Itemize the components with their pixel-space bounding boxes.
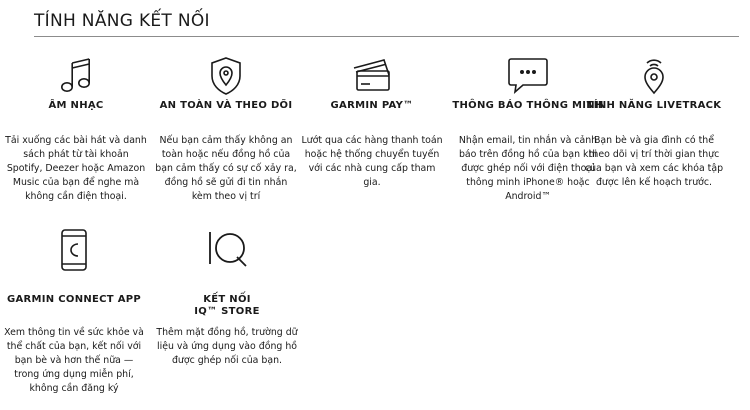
livetrack-pin-icon [637, 56, 671, 96]
feature-name: THÔNG BÁO THÔNG MINH [452, 100, 604, 111]
feature-description: Thêm mặt đồng hồ, trường dữ liệu và ứng dụng vào đồng hồ được ghép nối của bạn. [156, 327, 298, 366]
feature-name [150, 294, 304, 318]
section-title: TÍNH NĂNG KẾT NỐI [34, 11, 210, 31]
feature-name-line2: IQ™ STORE [194, 306, 260, 317]
chat-bubble-icon [506, 56, 550, 96]
feature-name: GARMIN CONNECT APP [6, 294, 142, 305]
feature-name-line1: KẾT NỐI [203, 294, 251, 305]
feature-description: Nhận email, tin nhắn và cảnh báo trên đồng hồ của bạn khi được ghép nối với điện thoại thông minh iPhone® hoặc Android™ [458, 135, 598, 202]
feature-name: ÂM NHẠC [48, 100, 104, 111]
garmin-connect-phone-icon [58, 228, 90, 272]
payment-cards-icon [350, 56, 394, 92]
feature-name: GARMIN PAY™ [330, 100, 414, 111]
feature-description: Lướt qua các hàng thanh toán hoặc hệ thống chuyển tuyến với các nhà cung cấp tham gia. [301, 135, 443, 188]
feature-description: Bạn bè và gia đình có thể theo dõi vị trí thời gian thực của bạn và xem các khóa tập được lên kế hoạch trước. [584, 135, 724, 188]
feature-description: Xem thông tin về sức khỏe và thể chất của bạn, kết nối với bạn bè và hơn thế nữa — trong ứng dụng miễn phí, không cần đăng ký [4, 327, 144, 394]
shield-location-icon [209, 56, 243, 96]
title-divider [34, 36, 739, 37]
feature-name: TÍNH NĂNG LIVETRACK [586, 100, 722, 111]
feature-name: AN TOÀN VÀ THEO DÕI [159, 100, 293, 111]
connect-iq-icon [204, 228, 250, 268]
music-note-icon [58, 56, 94, 96]
feature-description: Tải xuống các bài hát và danh sách phát từ tài khoản Spotify, Deezer hoặc Amazon Music của bạn để nghe mà không cần điện thoại. [5, 135, 147, 202]
feature-description: Nếu bạn cảm thấy không an toàn hoặc nếu đồng hồ của bạn cảm thấy có sự cố xảy ra, đồng hồ sẽ gửi đi tin nhắn kèm theo vị trí [155, 135, 297, 202]
